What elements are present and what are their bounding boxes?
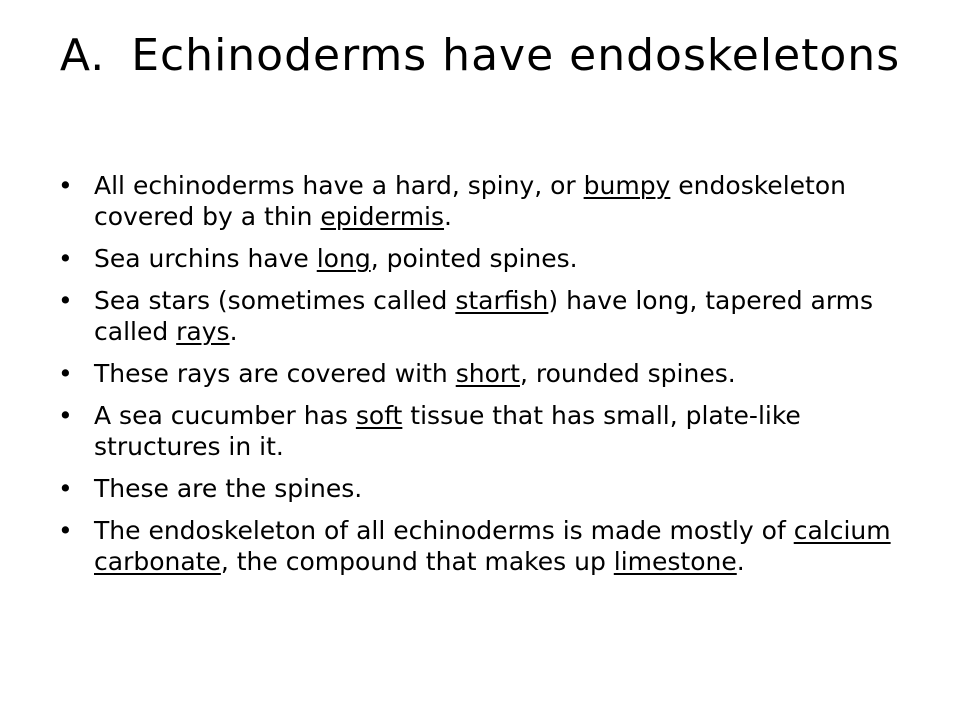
underlined-term-soft: soft (355, 401, 403, 430)
slide-title (0, 28, 960, 84)
bullet-text: endoskeleton covered by a thin (94, 171, 846, 231)
bullet-text: Sea stars (sometimes called (94, 286, 456, 315)
underlined-term-short: short (455, 359, 520, 388)
bullet-text: . (229, 317, 238, 346)
bullet-item-calcium-carbonate (58, 515, 918, 577)
title-text: Echinoderms have endoskeletons (131, 30, 901, 81)
underlined-term-limestone: limestone (613, 547, 737, 576)
bullet-dot: • (58, 171, 73, 200)
bullet-text: , the compound that makes up (220, 547, 614, 576)
bullet-text: The endoskeleton of all echinoderms is made mostly of (94, 516, 794, 545)
underlined-term-rays: rays (176, 317, 230, 346)
bullet-text: All echinoderms have a hard, spiny, or (94, 171, 584, 200)
bullet-text: tissue that has small, plate-like structures in it. (94, 401, 801, 461)
bullet-item-sea-urchins (58, 243, 918, 274)
underlined-term-bumpy: bumpy (583, 171, 671, 200)
bullet-text: These are the spines. (94, 474, 363, 503)
bullet-text: These rays are covered with (94, 359, 456, 388)
bullet-item-endoskeleton (58, 170, 918, 232)
bullet-text: , rounded spines. (519, 359, 736, 388)
bullet-list (58, 170, 918, 588)
underlined-term-epidermis: epidermis (320, 202, 445, 231)
bullet-dot: • (58, 244, 73, 273)
bullet-text: . (736, 547, 745, 576)
bullet-item-rays (58, 358, 918, 389)
underlined-term-starfish: starfish (455, 286, 549, 315)
bullet-dot: • (58, 286, 73, 315)
underlined-term-long: long (316, 244, 371, 273)
bullet-dot: • (58, 474, 73, 503)
bullet-text: . (444, 202, 452, 231)
title-marker: A. (59, 30, 106, 81)
bullet-dot: • (58, 516, 73, 545)
bullet-item-spines (58, 473, 918, 504)
bullet-text: ) have long, tapered arms called (94, 286, 874, 346)
bullet-item-sea-cucumber (58, 400, 918, 462)
bullet-text: Sea urchins have (94, 244, 317, 273)
bullet-item-sea-stars (58, 285, 918, 347)
bullet-dot: • (58, 401, 73, 430)
bullet-dot: • (58, 359, 73, 388)
underlined-term-calcium-carbonate: calcium carbonate (94, 516, 891, 576)
bullet-text: A sea cucumber has (94, 401, 356, 430)
bullet-text: , pointed spines. (370, 244, 578, 273)
